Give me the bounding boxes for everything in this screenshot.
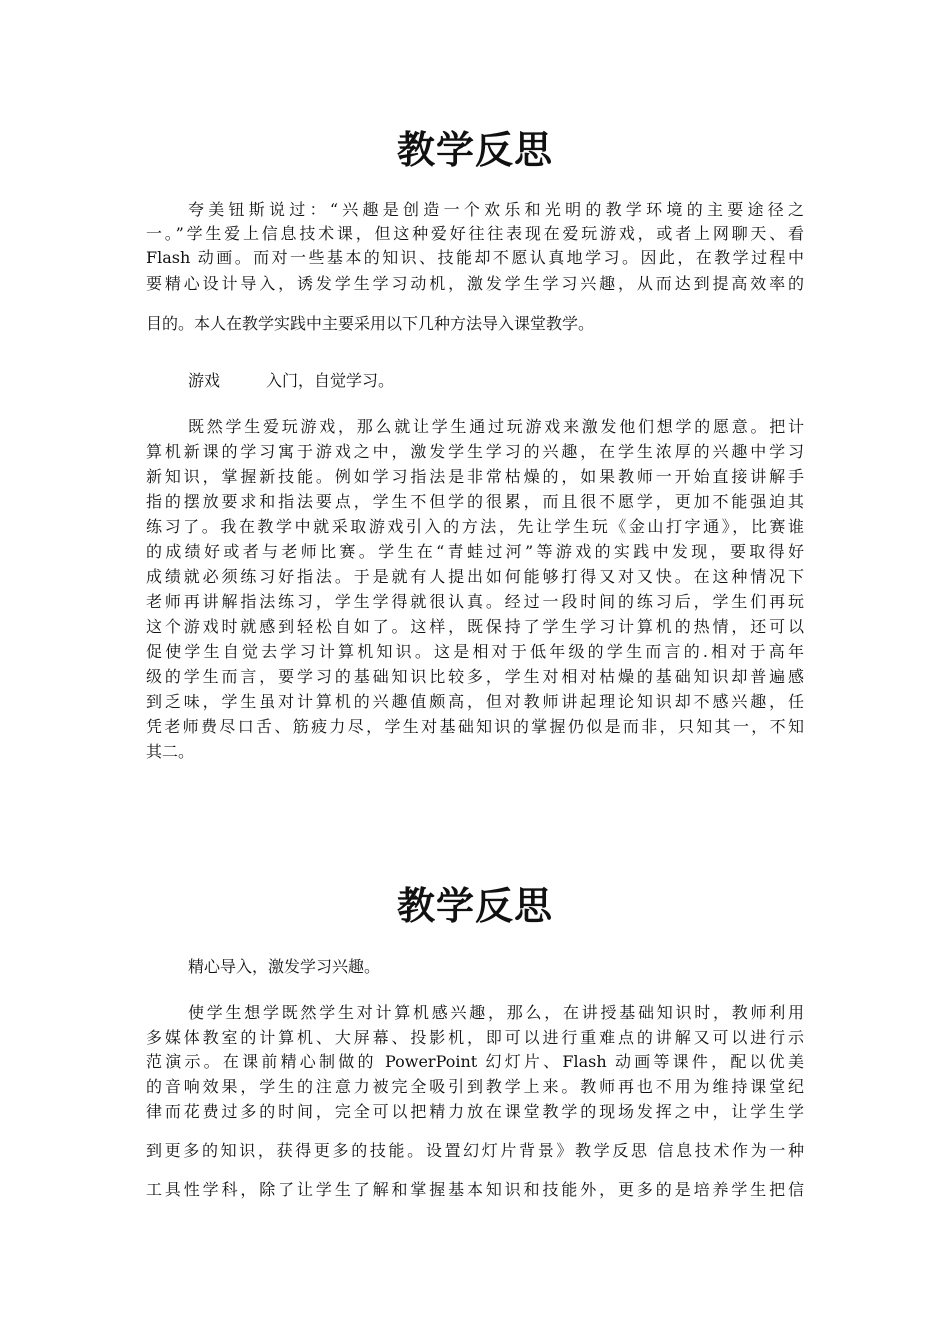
paragraph-line: 算机新课的学习寓于游戏之中，激发学生学习的兴趣，在学生浓厚的兴趣中学习 xyxy=(146,442,804,461)
paragraph-line: Flash 动画。而对一些基本的知识、技能却不愿认真地学习。因此，在教学过程中 xyxy=(146,248,804,267)
paragraph-line: 到更多的知识，获得更多的技能。设置幻灯片背景》教学反思 信息技术作为一种 xyxy=(146,1141,804,1160)
paragraph-line: 这个游戏时就感到轻松自如了。这样，既保持了学生学习计算机的热情，还可以 xyxy=(146,617,804,636)
page-title: 教学反思 xyxy=(396,884,553,928)
paragraph-line: 的成绩好或者与老师比赛。学生在“青蛙过河”等游戏的实践中发现，要取得好 xyxy=(146,542,804,561)
paragraph-line: 夸美钮斯说过：“兴趣是创造一个欢乐和光明的教学环境的主要途径之 xyxy=(188,200,804,219)
paragraph-line: 使学生想学既然学生对计算机感兴趣，那么，在讲授基础知识时，教师利用 xyxy=(188,1003,804,1022)
paragraph-line: 一。”学生爱上信息技术课，但这种爱好往往表现在爱玩游戏，或者上网聊天、看 xyxy=(146,224,804,243)
paragraph-line: 目的。本人在教学实践中主要采用以下几种方法导入课堂教学。 xyxy=(146,314,595,333)
paragraph-line: 老师再讲解指法练习，学生学得就很认真。经过一段时间的练习后，学生们再玩 xyxy=(146,592,804,611)
paragraph-line: 练习了。我在教学中就采取游戏引入的方法，先让学生玩《金山打字通》，比赛谁 xyxy=(146,517,804,536)
paragraph-line: 的音响效果，学生的注意力被完全吸引到教学上来。教师再也不用为维持课堂纪 xyxy=(146,1077,804,1096)
paragraph-line: 新知识，掌握新技能。例如学习指法是非常枯燥的，如果教师一开始直接讲解手 xyxy=(146,467,804,486)
paragraph-line: 促使学生自觉去学习计算机知识。这是相对于低年级的学生而言的.相对于高年 xyxy=(146,642,804,661)
paragraph-line: 成绩就必须练习好指法。于是就有人提出如何能够打得又对又快。在这种情况下 xyxy=(146,567,804,586)
paragraph-line: 范演示。在课前精心制做的 PowerPoint 幻灯片、Flash 动画等课件，配以优美 xyxy=(146,1052,804,1071)
paragraph-line: 指的摆放要求和指法要点，学生不但学的很累，而且很不愿学，更加不能强迫其 xyxy=(146,492,804,511)
section-heading-part: 入门，自觉学习。 xyxy=(266,371,395,390)
section-heading: 精心导入，激发学习兴趣。 xyxy=(188,957,381,976)
section-heading-part: 游戏 xyxy=(188,371,221,390)
paragraph-line: 凭老师费尽口舌、筋疲力尽，学生对基础知识的掌握仍似是而非，只知其一，不知 xyxy=(146,717,804,736)
paragraph-line: 律而花费过多的时间，完全可以把精力放在课堂教学的现场发挥之中，让学生学 xyxy=(146,1102,804,1121)
page-title: 教学反思 xyxy=(396,128,553,172)
paragraph-line: 到乏味，学生虽对计算机的兴趣值颇高，但对教师讲起理论知识却不感兴趣，任 xyxy=(146,692,804,711)
paragraph-line: 多媒体教室的计算机、大屏幕、投影机，即可以进行重难点的讲解又可以进行示 xyxy=(146,1028,804,1047)
paragraph-line: 其二。 xyxy=(146,742,195,761)
paragraph-line: 要精心设计导入，诱发学生学习动机，激发学生学习兴趣，从而达到提高效率的 xyxy=(146,274,804,293)
paragraph-line: 工具性学科，除了让学生了解和掌握基本知识和技能外，更多的是培养学生把信 xyxy=(146,1180,804,1199)
paragraph-line: 既然学生爱玩游戏，那么就让学生通过玩游戏来激发他们想学的愿意。把计 xyxy=(188,417,804,436)
section-heading xyxy=(188,369,394,393)
paragraph-line: 级的学生而言，要学习的基础知识比较多，学生对相对枯燥的基础知识却普遍感 xyxy=(146,667,804,686)
